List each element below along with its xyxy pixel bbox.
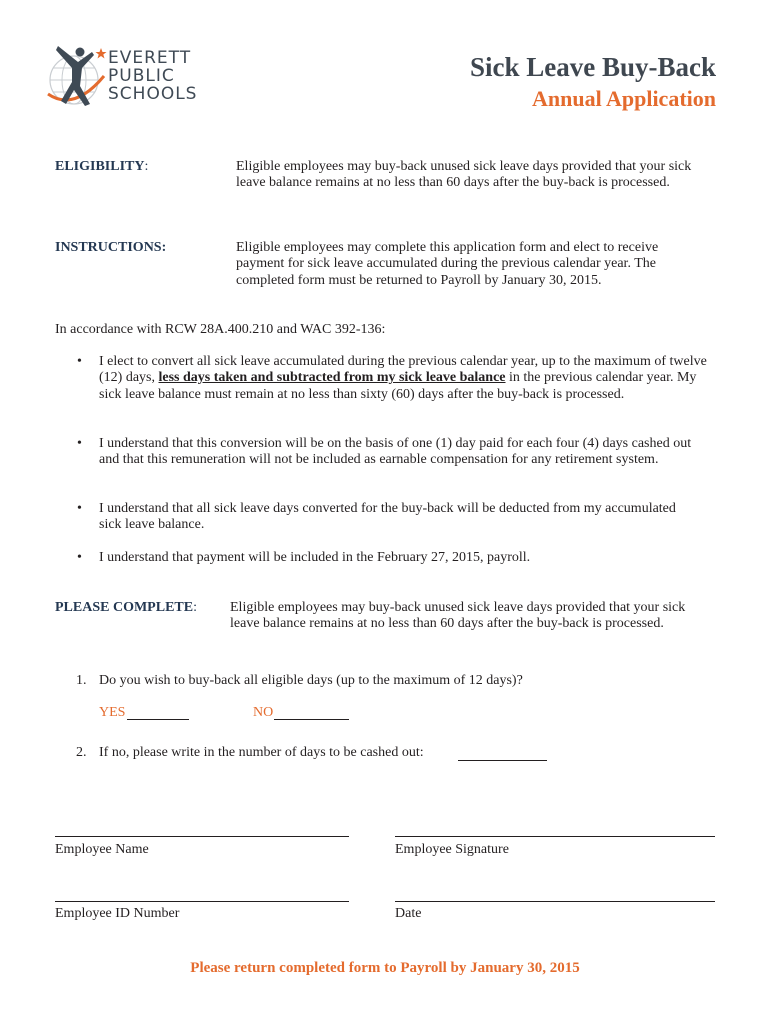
bullet-item-4: • I understand that payment will be included in the February 27, 2015, payroll.: [77, 550, 531, 565]
bullet-marker: •: [77, 354, 82, 369]
question-1-number: 1.: [76, 673, 87, 688]
please-complete-text: Eligible employees may buy-back unused sick leave days provided that your sick leave balance remains at no less than 60 days after the buy-back is processed.: [230, 600, 686, 632]
emphasis-underline: less days taken and subtracted from my sick leave balance: [158, 370, 506, 386]
logo-text-schools: SCHOOLS: [108, 84, 198, 104]
bullet-item-1: • I elect to convert all sick leave accumulated during the previous calendar year, up to the maximum of twelve (12) days, less days taken and subtracted from my sick leave balance in the previous calendar year. My sick leave balance must remain at no less than sixty (60) days after the buy-back is processed.: [77, 354, 707, 402]
accordance-text: In accordance with RCW 28A.400.210 and WAC 392-136:: [55, 322, 386, 337]
date-label: Date: [395, 906, 422, 921]
employee-name-line[interactable]: [55, 836, 349, 837]
bullet-item-2: • I understand that this conversion will be on the basis of one (1) day paid for each four (4) days cashed out and that this remuneration will not be included as earnable compensation for any retirement system.: [77, 436, 692, 468]
logo-text-public: PUBLIC: [108, 66, 175, 86]
employee-id-line[interactable]: [55, 901, 349, 902]
days-cashed-out-line[interactable]: [458, 760, 547, 761]
footer-note: Please return completed form to Payroll by January 30, 2015: [190, 960, 580, 976]
question-2-number: 2.: [76, 745, 87, 760]
employee-signature-label: Employee Signature: [395, 842, 509, 857]
employee-name-label: Employee Name: [55, 842, 149, 857]
no-answer-line[interactable]: [274, 719, 349, 720]
question-1-text: Do you wish to buy-back all eligible days (up to the maximum of 12 days)?: [99, 673, 523, 688]
logo-text-everett: EVERETT: [108, 48, 192, 68]
eligibility-text: Eligible employees may buy-back unused sick leave days provided that your sick leave balance remains at no less than 60 days after the buy-back is processed.: [236, 159, 692, 191]
please-complete-label: PLEASE COMPLETE:: [55, 600, 197, 615]
page-title: Sick Leave Buy-Back: [469, 52, 716, 82]
bullet-marker: •: [77, 436, 82, 451]
question-2-text: If no, please write in the number of days to be cashed out:: [99, 745, 424, 760]
employee-signature-line[interactable]: [395, 836, 715, 837]
instructions-text: Eligible employees may complete this application form and elect to receive payment for sick leave accumulated during the previous calendar year. The completed form must be returned to Payroll by January 30, 2015.: [236, 240, 659, 288]
school-logo: [44, 42, 219, 114]
yes-answer-line[interactable]: [127, 719, 189, 720]
no-option-label: NO: [253, 705, 274, 720]
page-subtitle: Annual Application: [531, 86, 716, 111]
instructions-label: INSTRUCTIONS:: [55, 240, 167, 255]
date-line[interactable]: [395, 901, 715, 902]
bullet-marker: •: [77, 550, 82, 565]
yes-option-label: YES: [99, 705, 126, 720]
bullet-item-3: • I understand that all sick leave days converted for the buy-back will be deducted from my accumulated sick leave balance.: [77, 501, 676, 533]
figure-globe-star-logo-icon: [44, 42, 108, 114]
eligibility-label: ELIGIBILITY:: [55, 159, 149, 174]
bullet-marker: •: [77, 501, 82, 516]
employee-id-label: Employee ID Number: [55, 906, 180, 921]
